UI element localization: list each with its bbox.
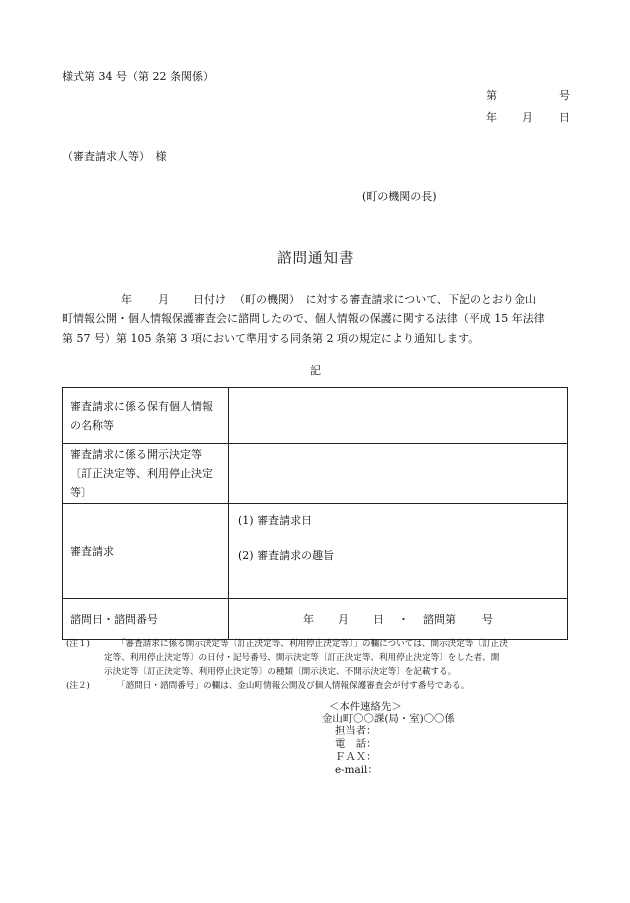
note1-line: 示決定等〔訂正決定等、利用停止決定等〕の種類〔開示決定、不開示決定等〕を記載する。 [104, 667, 457, 677]
addressee: （審査請求人等） 様 [62, 150, 167, 163]
document-title: 諮問通知書 [277, 251, 355, 267]
review-request-label: 審査請求 [63, 504, 229, 599]
inquiry-separator: ・ [398, 613, 409, 626]
note1-continuation [104, 651, 563, 679]
item-name-label-line: 審査請求に係る保有個人情報 [70, 399, 213, 413]
body-day: 日付け [193, 293, 226, 306]
disclosure-decision-label-line: 〔訂正決定等、利用停止決定 [70, 467, 213, 480]
note2-line: 「諮問日・諮問番号」の欄は、金山町情報公開及び個人情報保護審査会が付す番号である。 [117, 681, 470, 691]
form-number: 様式第 34 号（第 22 条関係） [62, 70, 214, 83]
contact-email: e-mail： [335, 764, 378, 776]
disclosure-decision-value [229, 444, 568, 504]
review-request-value [229, 504, 568, 599]
inquiry-number-prefix: 諮問第 [423, 613, 456, 626]
note1-line: 定等、利用停止決定等〕の日付・記号番号、開示決定等〔訂正決定等、利用停止決定等〕をした者、開 [104, 653, 500, 663]
date-month: 月 [522, 111, 533, 124]
contact-phone: 電 話： [335, 738, 377, 750]
inquiry-month: 月 [338, 613, 349, 626]
body-month: 月 [158, 293, 169, 306]
table-row [63, 504, 568, 599]
date-day: 日 [559, 111, 570, 124]
note1-text [117, 637, 576, 651]
contact-dept: 金山町〇〇課(局・室)〇〇係 [322, 713, 455, 725]
disclosure-decision-label-line: 等〕 [70, 486, 92, 499]
contact-fax: ＦＡＸ： [335, 751, 377, 763]
table-row [63, 599, 568, 640]
inquiry-date-number-value [229, 599, 568, 640]
contact-header: ＜本件連絡先＞ [329, 701, 402, 713]
sender: (町の機関の長) [362, 190, 437, 203]
inquiry-year: 年 [303, 613, 314, 626]
contact-person: 担当者： [335, 725, 377, 737]
disclosure-decision-label [63, 444, 229, 504]
note1-line: 「審査請求に係る開示決定等〔訂正決定等、利用停止決定等〕」の欄については、開示決定等〔訂正決 [117, 639, 508, 649]
note2-label: (注２) [66, 681, 90, 691]
inquiry-table [62, 387, 568, 640]
table-row [63, 388, 568, 444]
body-year: 年 [121, 293, 132, 306]
review-request-date-item: (1) 審査請求日 [238, 514, 313, 527]
body-line2: 町情報公開・個人情報保護審査会に諮問したので、個人情報の保護に関する法律（平成 15 年法律 [62, 312, 545, 325]
note1-label: (注１) [66, 639, 90, 649]
inquiry-date-number-label: 諮問日・諮問番号 [63, 599, 229, 640]
doc-number-prefix: 第 [486, 89, 497, 102]
body-line1: （町の機関） に対する審査請求について、下記のとおり金山 [234, 293, 537, 306]
review-request-purpose-item: (2) 審査請求の趣旨 [238, 549, 335, 562]
inquiry-day: 日 [373, 613, 384, 626]
item-name-value [229, 388, 568, 444]
disclosure-decision-label-line: 審査請求に係る開示決定等 [70, 448, 202, 461]
ki-heading: 記 [310, 364, 321, 377]
inquiry-number-suffix: 号 [482, 613, 493, 626]
body-line3: 第 57 号）第 105 条第 3 項において準用する同条第 2 項の規定により通知します。 [62, 332, 480, 345]
date-year: 年 [486, 111, 497, 124]
table-row [63, 444, 568, 504]
item-name-label-line: の名称等 [70, 418, 114, 432]
doc-number-suffix: 号 [559, 89, 570, 102]
note2-text [117, 679, 576, 693]
item-name-label [63, 388, 229, 444]
